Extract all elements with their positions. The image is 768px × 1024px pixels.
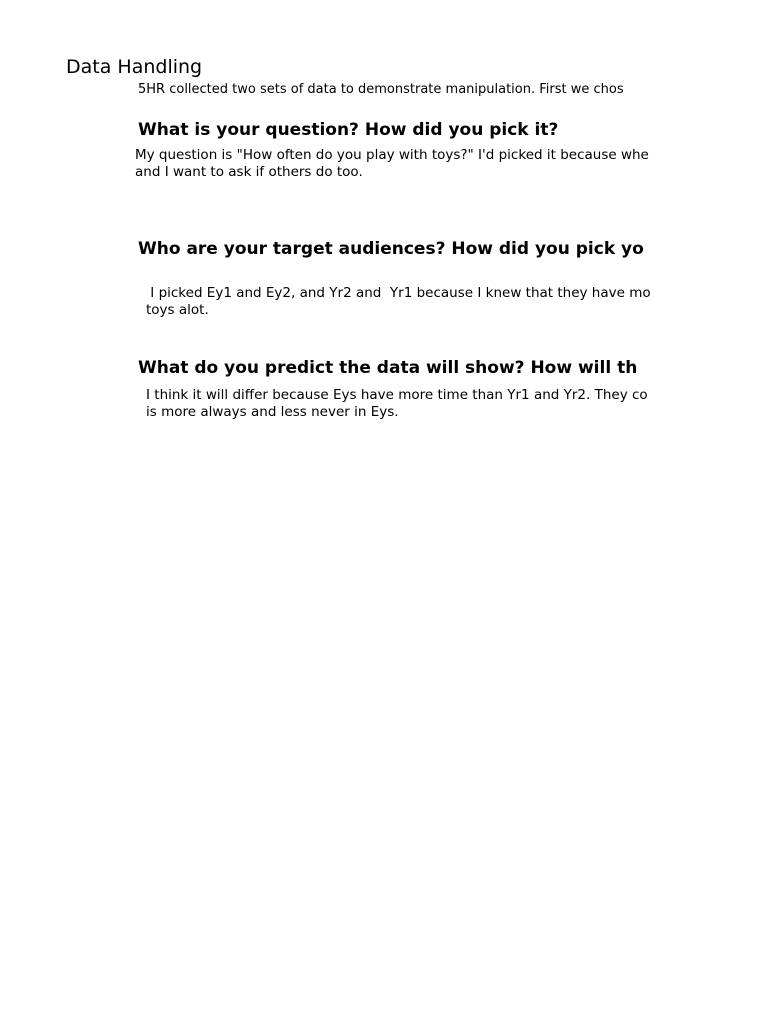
answer-line: I picked Ey1 and Ey2, and Yr2 and Yr1 because I knew that they have mo	[146, 285, 651, 301]
answer-text-3	[146, 387, 648, 421]
answer-line: My question is "How often do you play with toys?" I'd picked it because whe	[135, 147, 649, 163]
document-title: Data Handling	[66, 56, 203, 78]
answer-text-1	[135, 147, 649, 181]
answer-text-2	[146, 285, 651, 319]
answer-line: I think it will differ because Eys have more time than Yr1 and Yr2. They co	[146, 387, 648, 403]
question-heading-1: What is your question? How did you pick it?	[138, 120, 559, 140]
question-heading-2: Who are your target audiences? How did you pick yo	[138, 239, 644, 259]
answer-line: and I want to ask if others do too.	[135, 164, 363, 180]
question-heading-3: What do you predict the data will show? How will th	[138, 358, 638, 378]
answer-line: toys alot.	[146, 302, 209, 318]
answer-line: is more always and less never in Eys.	[146, 404, 399, 420]
intro-text: 5HR collected two sets of data to demonstrate manipulation. First we chos	[138, 82, 624, 97]
